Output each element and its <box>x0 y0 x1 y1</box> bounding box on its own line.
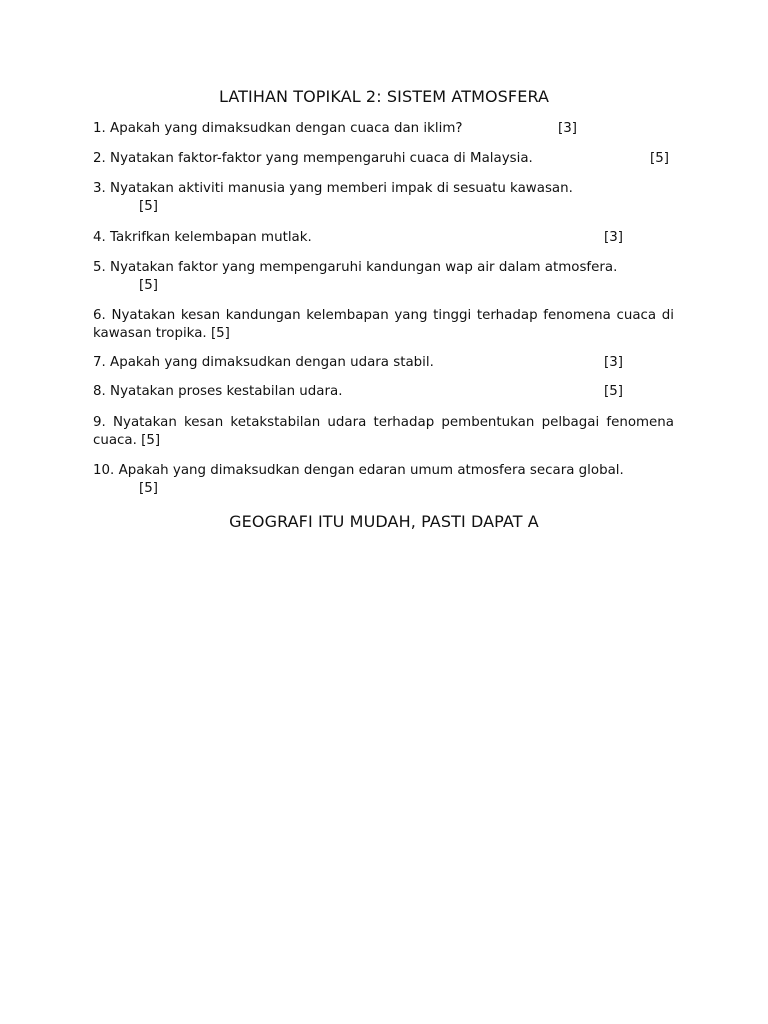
question-text: Takrifkan kelembapan mutlak. <box>110 230 312 245</box>
question-text: Nyatakan kesan kandungan kelembapan yang tinggi terhadap fenomena cuaca di kawasan tropika. <box>93 308 674 341</box>
question-text: Apakah yang dimaksudkan dengan udara stabil. <box>110 355 434 370</box>
question-item <box>93 229 674 247</box>
question-text: Nyatakan aktiviti manusia yang memberi impak di sesuatu kawasan. <box>110 181 573 196</box>
question-number: 3. <box>93 181 106 196</box>
question-number: 7. <box>93 355 106 370</box>
question-marks: [5] <box>139 278 158 293</box>
question-number: 5. <box>93 260 106 275</box>
footer-slogan: GEOGRAFI ITU MUDAH, PASTI DAPAT A <box>229 512 539 531</box>
page-title: LATIHAN TOPIKAL 2: SISTEM ATMOSFERA <box>218 87 550 106</box>
question-item <box>93 462 674 498</box>
question-item <box>93 259 674 295</box>
question-marks: [5] <box>210 326 230 341</box>
question-marks: [3] <box>604 355 623 370</box>
question-number: 2. <box>93 151 106 166</box>
question-number: 4. <box>93 230 106 245</box>
question-item <box>93 383 674 401</box>
question-number: 6. <box>93 308 106 323</box>
question-text: Nyatakan faktor-faktor yang mempengaruhi cuaca di Malaysia. <box>110 151 533 166</box>
question-text: Nyatakan proses kestabilan udara. <box>110 384 343 399</box>
question-item <box>93 414 674 450</box>
question-text: Nyatakan faktor yang mempengaruhi kandungan wap air dalam atmosfera. <box>110 260 618 275</box>
question-marks: [5] <box>141 433 161 448</box>
question-marks: [3] <box>558 121 577 136</box>
question-marks: [5] <box>650 151 669 166</box>
question-marks: [5] <box>139 481 158 496</box>
question-item <box>93 354 674 372</box>
question-marks: [3] <box>604 230 623 245</box>
question-number: 1. <box>93 121 106 136</box>
question-item <box>93 180 674 216</box>
question-text: Apakah yang dimaksudkan dengan edaran umum atmosfera secara global. <box>118 463 624 478</box>
question-text: Nyatakan kesan ketakstabilan udara terhadap pembentukan pelbagai fenomena cuaca. <box>93 415 674 448</box>
question-marks: [5] <box>604 384 623 399</box>
question-number: 8. <box>93 384 106 399</box>
question-item <box>93 150 674 168</box>
question-item <box>93 307 674 343</box>
question-text: Apakah yang dimaksudkan dengan cuaca dan iklim? <box>110 121 463 136</box>
question-number: 10. <box>93 463 115 478</box>
question-marks: [5] <box>139 199 158 214</box>
question-number: 9. <box>93 415 106 430</box>
question-item <box>93 120 674 138</box>
